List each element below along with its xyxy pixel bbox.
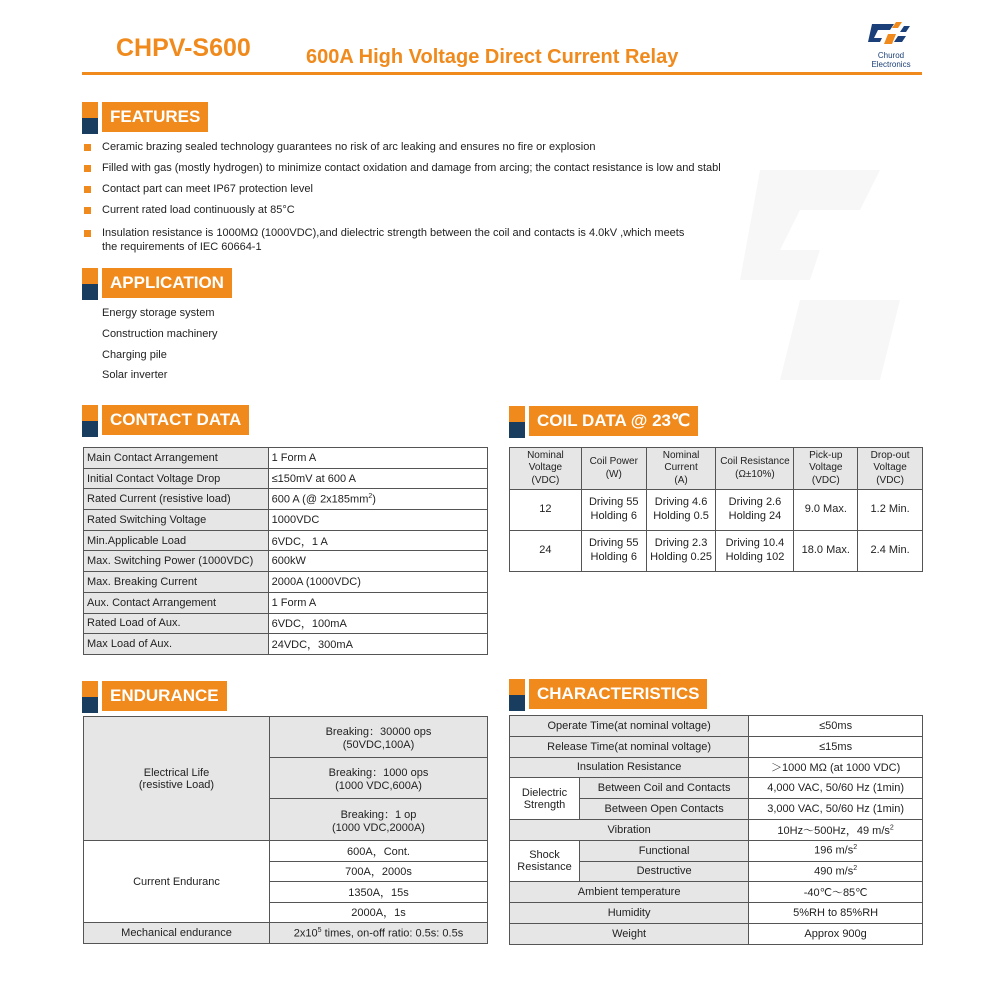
table-cell: 2.4 Min. — [858, 531, 923, 572]
page-title: 600A High Voltage Direct Current Relay — [306, 46, 679, 68]
electrical-life-label: Electrical Life (resistive Load) — [84, 717, 270, 841]
table-row: Electrical Life (resistive Load) Breaking：30000 ops (50VDC,100A) — [84, 717, 488, 758]
contact-data-table — [83, 447, 488, 655]
table-row: Breaking：1 op (1000 VDC,2000A) — [84, 799, 488, 841]
list-item: Energy storage system — [102, 307, 215, 319]
table-cell: 9.0 Max. — [794, 490, 858, 531]
table-row: 700A，2000s — [84, 861, 488, 882]
table-row: Ambient temperature -40℃～85℃ — [510, 882, 923, 903]
table-cell: 12 — [510, 490, 582, 531]
table-row: Rated Current (resistive load) 600 A (@ $2x185mm^2$) — [84, 489, 488, 510]
table-row: 1350A，15s — [84, 882, 488, 903]
table-row: Release Time(at nominal voltage) ≤15ms — [510, 736, 923, 757]
list-item: Charging pile — [102, 349, 167, 361]
header-rule — [82, 72, 922, 75]
features-list: Ceramic brazing sealed technology guarantees no risk of arc leaking and ensures no fire or explosion Filled with gas (mostly hydrogen) to minimize contact oxidation and damage from arcing; the contact resistance is low and stabl Contact part can meet IP67 protection level Current rated load continuously at 85°C Insulation resistance is 1000MΩ (1000VDC),and dielectric strength between the coil and contacts is 4.0kV ,which meets the requirements of IEC 60664-1 — [84, 141, 764, 261]
endurance-table — [83, 716, 488, 944]
bullet-icon — [84, 165, 91, 172]
table-row: Vibration 10Hz～500Hz，49 $m/s^2$ — [510, 819, 923, 840]
table-cell: Driving 2.6 Holding 24 — [716, 490, 794, 531]
table-row: Destructive 490 $m/s^2$ — [510, 861, 923, 882]
table-header-row: Nominal Voltage (VDC) Coil Power (W) Nominal Current (A) Coil Resistance (Ω±10%) Pick-up Voltage (VDC) Drop-out Voltage (VDC) — [510, 448, 923, 490]
table-row — [510, 490, 923, 531]
table-row: Aux. Contact Arrangement 1 Form A — [84, 592, 488, 613]
logo-text: Churod Electronics — [871, 51, 911, 69]
table-row: Min.Applicable Load 6VDC，1 A — [84, 530, 488, 551]
table-row: Humidity 5%RH to 85%RH — [510, 903, 923, 924]
characteristics-table — [509, 715, 923, 945]
table-row: Breaking：1000 ops (1000 VDC,600A) — [84, 758, 488, 799]
table-row: Dielectric Strength Between Coil and Contacts 4,000 VAC, 50/60 Hz (1min) — [510, 778, 923, 799]
table-cell: Driving 2.3 Holding 0.25 — [646, 531, 716, 572]
bullet-icon — [84, 207, 91, 214]
table-row: Shock Resistance Functional 196 $m/s^2$ — [510, 840, 923, 861]
table-row: Max. Breaking Current 2000A (1000VDC) — [84, 572, 488, 593]
table-cell: 24 — [510, 531, 582, 572]
table-row: Main Contact Arrangement 1 Form A — [84, 448, 488, 469]
table-row: Initial Contact Voltage Drop ≤150mV at 600 A — [84, 468, 488, 489]
bullet-icon — [84, 186, 91, 193]
application-list — [102, 307, 402, 387]
bullet-icon — [84, 144, 91, 151]
table-row: Rated Switching Voltage 1000VDC — [84, 510, 488, 531]
table-cell: Driving 55 Holding 6 — [581, 490, 646, 531]
list-item: Solar inverter — [102, 369, 168, 381]
table-cell: 18.0 Max. — [794, 531, 858, 572]
table-row: Max Load of Aux. 24VDC，300mA — [84, 634, 488, 655]
model-number: CHPV-S600 — [116, 34, 251, 62]
mechanical-endurance-label: Mechanical endurance — [84, 923, 270, 944]
coil-data-table — [509, 447, 923, 572]
company-logo — [858, 18, 924, 69]
table-cell: Driving 55 Holding 6 — [581, 531, 646, 572]
table-row: Rated Load of Aux. 6VDC，100mA — [84, 613, 488, 634]
table-row: Mechanical endurance $2x10^5$ times, on-off ratio: 0.5s: 0.5s — [84, 923, 488, 944]
bullet-icon — [84, 230, 91, 237]
table-row: Max. Switching Power (1000VDC) 600kW — [84, 551, 488, 572]
table-row: Between Open Contacts 3,000 VAC, 50/60 Hz (1min) — [510, 799, 923, 820]
table-row: Current Enduranc 600A，Cont. — [84, 841, 488, 862]
table-cell: Driving 10.4 Holding 102 — [716, 531, 794, 572]
list-item: Construction machinery — [102, 328, 218, 340]
table-cell: 1.2 Min. — [858, 490, 923, 531]
table-row: Operate Time(at nominal voltage) ≤50ms — [510, 716, 923, 737]
table-row: Insulation Resistance ＞1000 MΩ (at 1000 VDC) — [510, 757, 923, 778]
table-row: Weight Approx 900g — [510, 923, 923, 944]
table-cell: Driving 4.6 Holding 0.5 — [646, 490, 716, 531]
current-endurance-label: Current Enduranc — [84, 841, 270, 923]
logo-icon — [858, 18, 924, 52]
table-row — [510, 531, 923, 572]
table-row: 2000A，1s — [84, 902, 488, 923]
